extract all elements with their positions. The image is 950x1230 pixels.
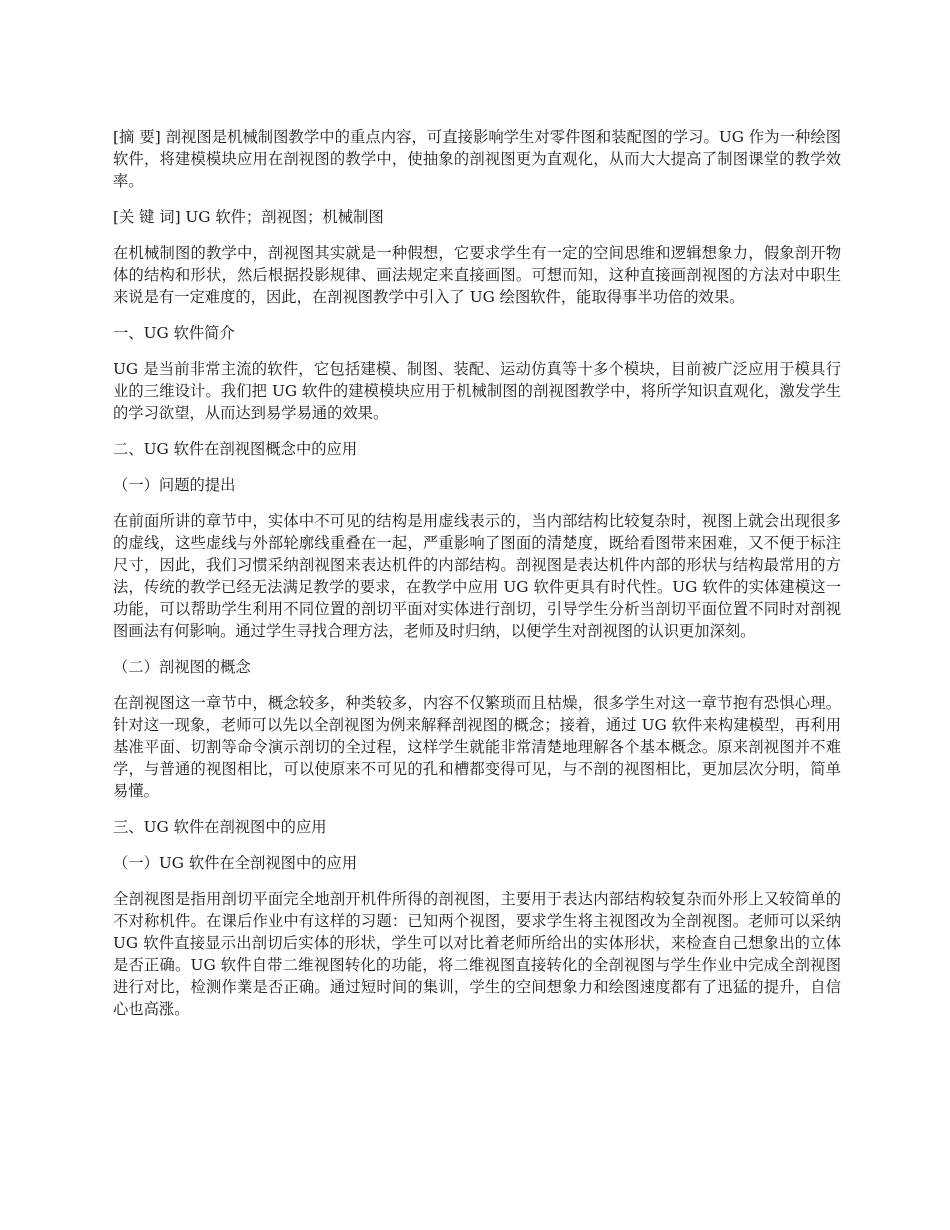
section-1-paragraph: UG 是当前非常主流的软件，它包括建模、制图、装配、运动仿真等十多个模块，目前被广泛应用于模具行业的三维设计。我们把 UG 软件的建模模块应用于机械制图的剖视图教学中，将所学知识直观化，激发学生的学习欲望，从而达到易学易通的效果。	[113, 360, 841, 422]
section-2-sub-2-heading: （二）剖视图的概念	[113, 658, 251, 676]
section-2-sub-1-paragraph: 在前面所讲的章节中，实体中不可见的结构是用虚线表示的，当内部结构比较复杂时，视图上就会出现很多的虚线，这些虚线与外部轮廓线重叠在一起，严重影响了图面的清楚度，既给看图带来困难，又不便于标注尺寸，因此，我们习惯采纳剖视图来表达机件的内部结构。剖视图是表达机件内部的形状与结构最常用的方法，传统的教学已经无法满足教学的要求，在教学中应用 UG 软件更具有时代性。UG 软件的实体建模这一功能，可以帮助学生利用不同位置的剖切平面对实体进行剖切，引导学生分析当剖切平面位置不同时对剖视图画法有何影响。通过学生寻找合理方法，老师及时归纳，以便学生对剖视图的认识更加深刻。	[113, 512, 841, 640]
section-3-sub-1-paragraph: 全剖视图是指用剖切平面完全地剖开机件所得的剖视图，主要用于表达内部结构较复杂而外形上又较简单的不对称机件。在课后作业中有这样的习题：已知两个视图，要求学生将主视图改为全剖视图。老师可以采纳 UG 软件直接显示出剖切后实体的形状，学生可以对比着老师所给出的实体形状，来检查自己想象出的立体是否正确。UG 软件自带二维视图转化的功能，将二维视图直接转化的全剖视图与学生作业中完成全剖视图进行对比，检测作業是否正确。通过短时间的集训，学生的空间想象力和绘图速度都有了迅猛的提升，自信心也高涨。	[113, 890, 841, 1018]
section-2-sub-2-paragraph: 在剖视图这一章节中，概念较多，种类较多，内容不仅繁琐而且枯燥，很多学生对这一章节抱有恐惧心理。针对这一现象，老师可以先以全剖视图为例来解释剖视图的概念；接着，通过 UG 软件来构建模型，再利用基准平面、切割等命令演示剖切的全过程，这样学生就能非常清楚地理解各个基本概念。原来剖视图并不难学，与普通的视图相比，可以使原来不可见的孔和槽都变得可见，与不剖的视图相比，更加层次分明，简单易懂。	[113, 694, 841, 800]
intro-paragraph: 在机械制图的教学中，剖视图其实就是一种假想，它要求学生有一定的空间思维和逻辑想象力，假象剖开物体的结构和形状，然后根据投影规律、画法规定来直接画图。可想而知，这种直接画剖视图的方法对中职生来说是有一定难度的，因此，在剖视图教学中引入了 UG 绘图软件，能取得事半功倍的效果。	[113, 244, 841, 306]
section-3-heading: 三、UG 软件在剖视图中的应用	[113, 818, 327, 836]
keywords-paragraph: [关 键 词] UG 软件；剖视图；机械制图	[113, 208, 384, 226]
section-2-sub-1-heading: （一）问题的提出	[113, 476, 236, 494]
abstract-paragraph: [摘 要] 剖视图是机械制图教学中的重点内容，可直接影响学生对零件图和装配图的学习。UG 作为一种绘图软件，将建模模块应用在剖视图的教学中，使抽象的剖视图更为直观化，从而大大提高了制图课堂的教学效率。	[113, 128, 841, 190]
document-page	[113, 126, 841, 1034]
section-3-sub-1-heading: （一）UG 软件在全剖视图中的应用	[113, 854, 358, 872]
section-1-heading: 一、UG 软件简介	[113, 324, 235, 342]
section-2-heading: 二、UG 软件在剖视图概念中的应用	[113, 440, 358, 458]
